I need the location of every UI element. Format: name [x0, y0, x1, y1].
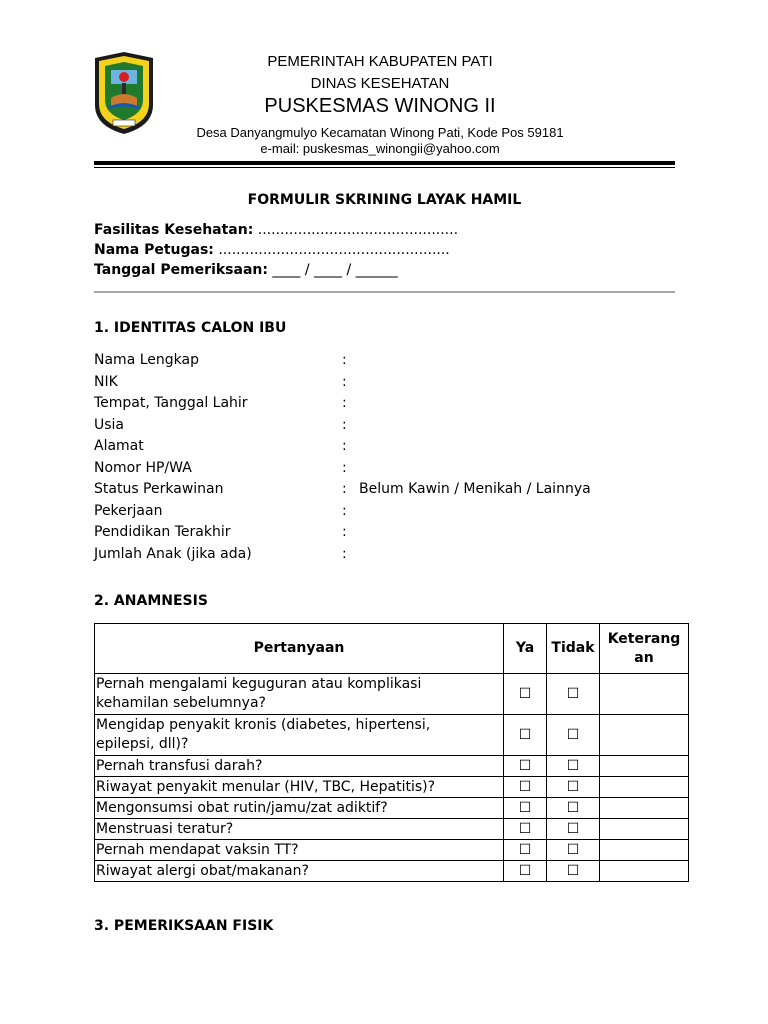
yes-checkbox[interactable]: ☐ — [518, 820, 532, 837]
question-text: Pernah mengalami keguguran atau komplikasi — [96, 676, 422, 692]
identitas-value: Belum Kawin / Menikah / Lainnya — [359, 481, 591, 497]
identitas-label: Nama Lengkap — [94, 352, 199, 368]
question-cell — [95, 715, 504, 756]
identitas-label: Pendidikan Terakhir — [94, 524, 231, 540]
meta-officer — [94, 242, 450, 258]
identitas-label: Tempat, Tanggal Lahir — [94, 395, 248, 411]
question-text-cont: epilepsi, dll)? — [96, 736, 189, 752]
yes-checkbox[interactable]: ☐ — [518, 757, 532, 774]
form-title: FORMULIR SKRINING LAYAK HAMIL — [247, 192, 522, 208]
column-header-question: Pertanyaan — [95, 624, 504, 674]
question-cell: Riwayat penyakit menular (HIV, TBC, Hepatitis)? — [95, 777, 504, 798]
identitas-colon: : — [342, 524, 347, 540]
column-header-notes-line1: Keterang — [607, 630, 681, 647]
question-text-cont: kehamilan sebelumnya? — [96, 695, 266, 711]
meta-facility — [94, 222, 458, 238]
section-title-anamnesis: 2. ANAMNESIS — [94, 593, 208, 609]
table-row — [95, 756, 689, 777]
identitas-colon: : — [342, 459, 347, 476]
column-header-notes — [600, 624, 689, 674]
identitas-colon: : — [342, 373, 347, 390]
yes-checkbox[interactable]: ☐ — [518, 685, 532, 702]
yes-checkbox[interactable]: ☐ — [518, 778, 532, 795]
section-title-identitas: 1. IDENTITAS CALON IBU — [94, 320, 287, 336]
meta-exam-date-label: Tanggal Pemeriksaan: — [94, 262, 268, 278]
notes-cell[interactable] — [600, 819, 689, 840]
table-row — [95, 777, 689, 798]
question-cell: Pernah mendapat vaksin TT? — [95, 840, 504, 861]
no-checkbox[interactable]: ☐ — [566, 778, 580, 795]
column-header-no: Tidak — [547, 624, 600, 674]
notes-cell[interactable] — [600, 777, 689, 798]
header-divider-thin — [94, 167, 675, 168]
no-checkbox[interactable]: ☐ — [566, 685, 580, 702]
anamnesis-table — [94, 623, 689, 882]
no-checkbox[interactable]: ☐ — [566, 820, 580, 837]
table-row — [95, 674, 689, 715]
table-row — [95, 819, 689, 840]
table-header-row — [95, 624, 689, 674]
section-divider — [94, 291, 675, 293]
notes-cell[interactable] — [600, 674, 689, 715]
meta-officer-label: Nama Petugas: — [94, 242, 214, 258]
identitas-colon: : — [342, 352, 347, 368]
identitas-label: NIK — [94, 373, 118, 390]
no-checkbox[interactable]: ☐ — [566, 799, 580, 816]
yes-checkbox[interactable]: ☐ — [518, 841, 532, 858]
identitas-label: Alamat — [94, 438, 144, 454]
meta-exam-date-blank: ____ / ____ / ______ — [267, 262, 398, 278]
notes-cell[interactable] — [600, 798, 689, 819]
identitas-label: Nomor HP/WA — [94, 459, 192, 476]
header-department: DINAS KESEHATAN — [310, 75, 450, 92]
no-checkbox[interactable]: ☐ — [566, 862, 580, 879]
table-row — [95, 715, 689, 756]
header-institution: PUSKESMAS WINONG II — [264, 95, 496, 117]
question-cell — [95, 674, 504, 715]
header-email: e-mail: puskesmas_winongii@yahoo.com — [260, 141, 500, 156]
identitas-colon: : — [342, 481, 347, 497]
question-cell: Pernah transfusi darah? — [95, 756, 504, 777]
question-cell: Menstruasi teratur? — [95, 819, 504, 840]
no-checkbox[interactable]: ☐ — [566, 841, 580, 858]
meta-exam-date — [94, 262, 398, 278]
header-government: PEMERINTAH KABUPATEN PATI — [267, 53, 493, 70]
identitas-colon: : — [342, 438, 347, 454]
identitas-colon: : — [342, 416, 347, 433]
table-row — [95, 861, 689, 882]
column-header-yes: Ya — [504, 624, 547, 674]
yes-checkbox[interactable]: ☐ — [518, 862, 532, 879]
identitas-label: Usia — [94, 416, 125, 433]
yes-checkbox[interactable]: ☐ — [518, 726, 532, 743]
notes-cell[interactable] — [600, 756, 689, 777]
section-title-pemeriksaan-fisik: 3. PEMERIKSAAN FISIK — [94, 918, 274, 934]
identitas-label: Status Perkawinan — [94, 481, 224, 497]
table-row — [95, 798, 689, 819]
meta-facility-blank: ............................................. — [253, 222, 459, 238]
regency-emblem-logo — [91, 50, 157, 136]
identitas-colon: : — [342, 545, 347, 562]
header-divider-thick — [94, 161, 675, 165]
identitas-label: Jumlah Anak (jika ada) — [94, 545, 252, 562]
table-row — [95, 840, 689, 861]
notes-cell[interactable] — [600, 861, 689, 882]
question-cell: Mengonsumsi obat rutin/jamu/zat adiktif? — [95, 798, 504, 819]
identitas-colon: : — [342, 502, 347, 519]
meta-officer-blank: .................................................... — [213, 242, 450, 258]
identitas-colon: : — [342, 395, 347, 411]
yes-checkbox[interactable]: ☐ — [518, 799, 532, 816]
header-address: Desa Danyangmulyo Kecamatan Winong Pati, Kode Pos 59181 — [196, 125, 564, 140]
question-cell: Riwayat alergi obat/makanan? — [95, 861, 504, 882]
no-checkbox[interactable]: ☐ — [566, 726, 580, 743]
notes-cell[interactable] — [600, 840, 689, 861]
identitas-label: Pekerjaan — [94, 502, 163, 519]
no-checkbox[interactable]: ☐ — [566, 757, 580, 774]
column-header-notes-line2: an — [634, 649, 654, 666]
notes-cell[interactable] — [600, 715, 689, 756]
question-text: Mengidap penyakit kronis (diabetes, hipertensi, — [96, 717, 431, 733]
meta-facility-label: Fasilitas Kesehatan: — [94, 222, 254, 238]
